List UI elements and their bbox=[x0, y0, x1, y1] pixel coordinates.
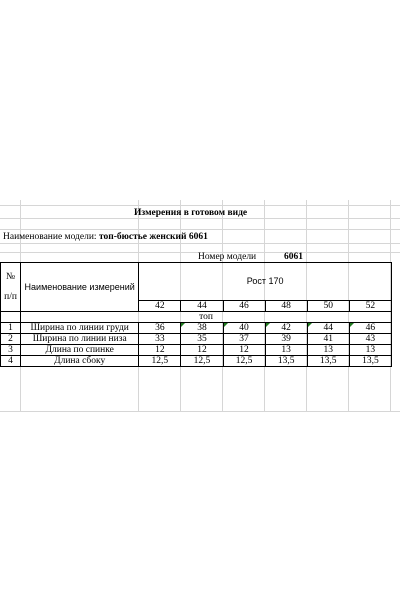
row-num: 1 bbox=[1, 323, 21, 334]
col-num-header-line2: п/п bbox=[4, 292, 17, 302]
col-num-header-line1: № bbox=[5, 272, 16, 282]
size-header: 42 bbox=[139, 300, 181, 311]
model-name-value: топ-бюстье женский 6061 bbox=[98, 232, 208, 242]
table-row bbox=[1, 334, 392, 345]
section-row bbox=[1, 312, 392, 323]
value-cell: 40 bbox=[223, 323, 265, 334]
grid-line bbox=[0, 411, 400, 412]
value-cell: 35 bbox=[181, 334, 223, 345]
value-cell: 46 bbox=[349, 323, 391, 334]
value-cell: 37 bbox=[223, 334, 265, 345]
value-cell: 12 bbox=[181, 345, 223, 356]
value-cell: 13,5 bbox=[265, 356, 307, 367]
comment-marker bbox=[224, 323, 228, 327]
comment-marker bbox=[181, 323, 185, 327]
section-label: топ bbox=[21, 312, 392, 323]
value-cell: 36 bbox=[139, 323, 181, 334]
model-name-label: Наименование модели: bbox=[3, 232, 97, 242]
table-row bbox=[1, 356, 392, 367]
empty-cell bbox=[1, 312, 21, 323]
value-cell: 13,5 bbox=[349, 356, 391, 367]
model-name-line bbox=[3, 231, 208, 243]
col-name-header: Наименование измерений bbox=[21, 263, 139, 312]
col-num-header bbox=[1, 263, 21, 312]
size-header: 50 bbox=[307, 300, 349, 311]
value-cell: 12 bbox=[223, 345, 265, 356]
row-name: Длина по спинке bbox=[21, 345, 139, 356]
comment-marker bbox=[266, 323, 270, 327]
model-number-value: 6061 bbox=[284, 252, 303, 262]
value-cell: 12,5 bbox=[139, 356, 181, 367]
comment-marker bbox=[350, 323, 354, 327]
value-cell: 12 bbox=[139, 345, 181, 356]
value-cell: 12,5 bbox=[223, 356, 265, 367]
value-cell: 44 bbox=[307, 323, 349, 334]
value-cell: 13 bbox=[349, 345, 391, 356]
value-cell: 38 bbox=[181, 323, 223, 334]
value-cell: 42 bbox=[265, 323, 307, 334]
value-cell: 13,5 bbox=[307, 356, 349, 367]
value-cell: 12,5 bbox=[181, 356, 223, 367]
row-name: Ширина по линии груди bbox=[21, 323, 139, 334]
row-num: 4 bbox=[1, 356, 21, 367]
measurements-table bbox=[0, 262, 392, 367]
row-name: Длина сбоку bbox=[21, 356, 139, 367]
grid-line bbox=[0, 229, 400, 230]
value-cell: 13 bbox=[307, 345, 349, 356]
height-header: Рост 170 bbox=[139, 263, 392, 301]
row-num: 3 bbox=[1, 345, 21, 356]
table-row bbox=[1, 323, 392, 334]
document-title: Измерения в готовом виде bbox=[134, 208, 248, 218]
size-header: 52 bbox=[349, 300, 391, 311]
value-cell: 43 bbox=[349, 334, 391, 345]
table-header-row bbox=[1, 263, 392, 301]
size-header: 48 bbox=[265, 300, 307, 311]
value-cell: 39 bbox=[265, 334, 307, 345]
row-name: Ширина по линии низа bbox=[21, 334, 139, 345]
grid-line bbox=[0, 205, 400, 206]
comment-marker bbox=[308, 323, 312, 327]
value-cell: 33 bbox=[139, 334, 181, 345]
size-header: 46 bbox=[223, 300, 265, 311]
model-number-label: Номер модели bbox=[198, 252, 257, 262]
table-row bbox=[1, 345, 392, 356]
value-cell: 13 bbox=[265, 345, 307, 356]
size-header: 44 bbox=[181, 300, 223, 311]
row-num: 2 bbox=[1, 334, 21, 345]
value-cell: 41 bbox=[307, 334, 349, 345]
grid-line bbox=[0, 243, 400, 244]
